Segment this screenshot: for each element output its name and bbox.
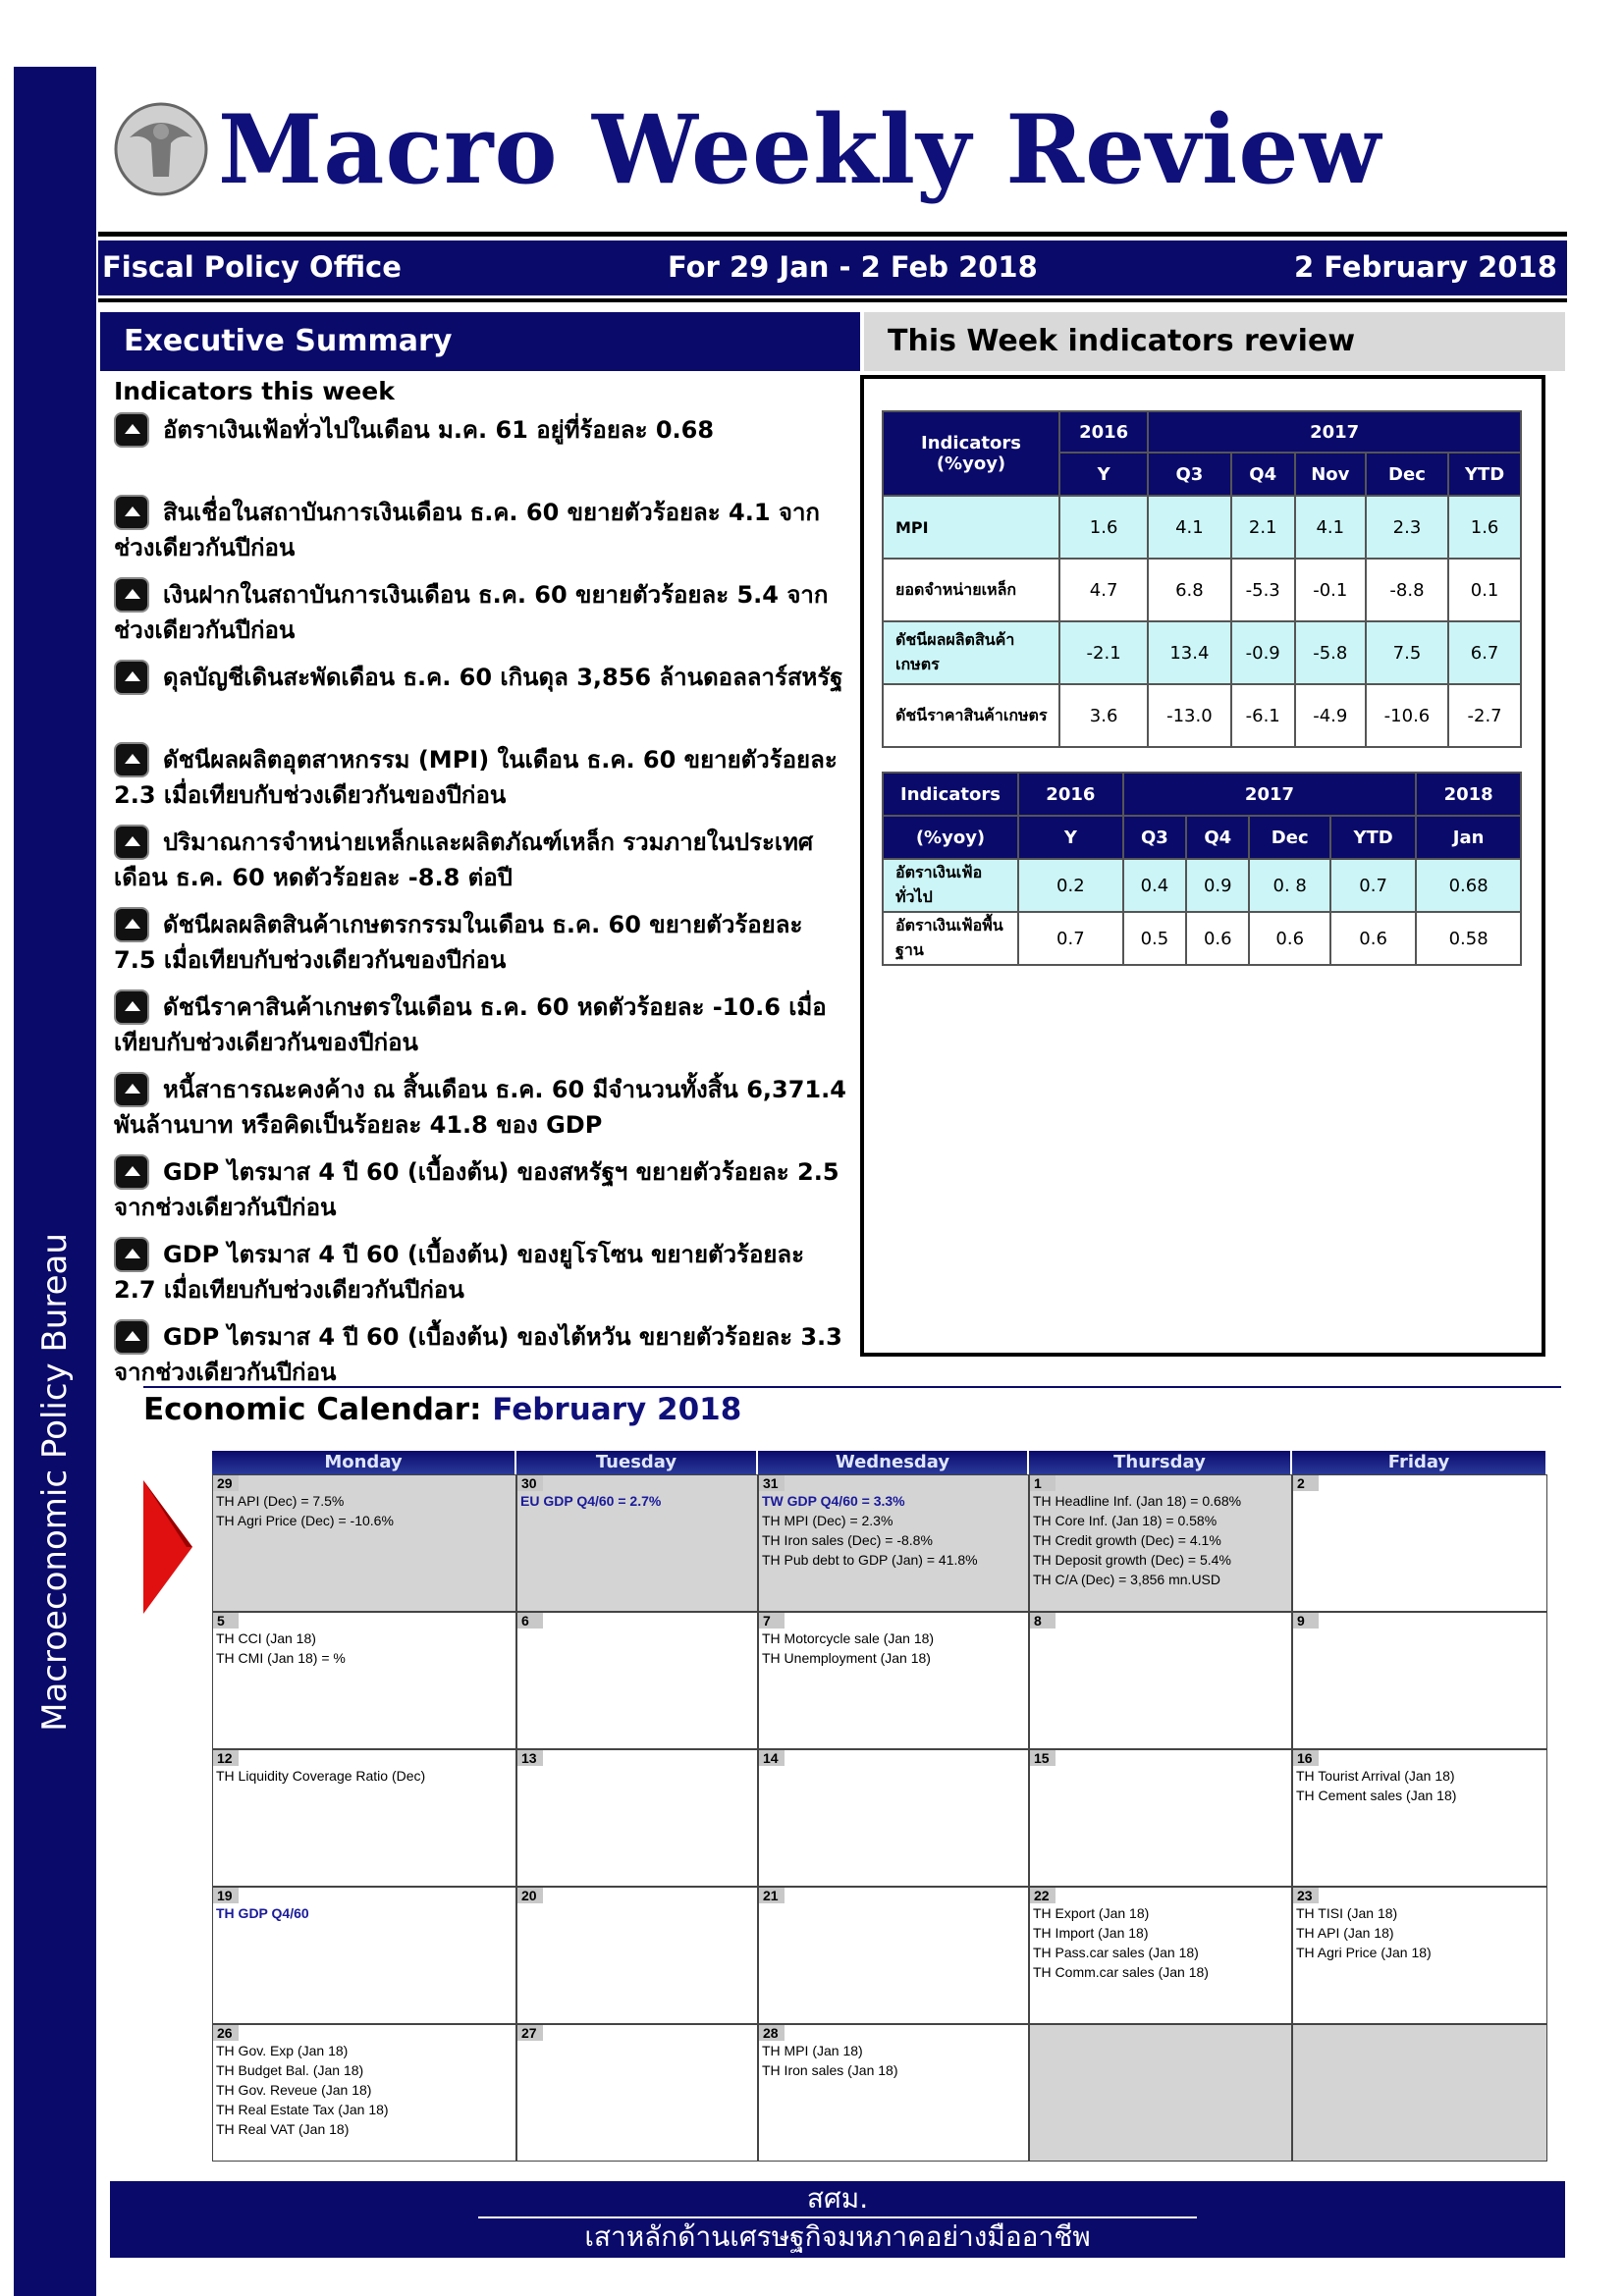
calendar-day-cell (758, 1612, 1029, 1749)
table-header: YTD (1330, 816, 1416, 859)
table-header: Indicators (883, 773, 1018, 816)
calendar-event: TH Tourist Arrival (Jan 18) (1296, 1768, 1455, 1784)
day-number: 8 (1030, 1613, 1056, 1629)
day-number: 9 (1293, 1613, 1319, 1629)
list-item: เงินฝากในสถาบันการเงินเดือน ธ.ค. 60 ขยายตัวร้อยละ 5.4 จากช่วงเดียวกันปีก่อน (114, 577, 850, 660)
indicators-subheading: Indicators this week (114, 377, 395, 405)
calendar-day-cell (516, 1749, 758, 1887)
calendar-event: TH TISI (Jan 18) (1296, 1905, 1398, 1921)
day-number: 6 (517, 1613, 543, 1629)
calendar-event: TH Iron sales (Dec) = -8.8% (762, 1532, 933, 1548)
calendar-event: TH Pass.car sales (Jan 18) (1033, 1945, 1199, 1960)
calendar-weekday-header (212, 1451, 1547, 1474)
up-arrow-icon (114, 577, 149, 613)
list-item: GDP ไตรมาส 4 ปี 60 (เบื้องต้น) ของไต้หวัน ขยายตัวร้อยละ 3.3 จากช่วงเดียวกันปีก่อน (114, 1319, 850, 1402)
report-title: Macro Weekly Review (218, 94, 1382, 205)
weekday-label: Tuesday (516, 1451, 758, 1474)
calendar-event: TH Real VAT (Jan 18) (216, 2121, 350, 2137)
calendar-event: TH C/A (Dec) = 3,856 mn.USD (1033, 1572, 1221, 1587)
list-item: ดัชนีราคาสินค้าเกษตรในเดือน ธ.ค. 60 หดตัวร้อยละ -10.6 เมื่อเทียบกับช่วงเดียวกันของปีก่อน (114, 989, 850, 1072)
table-row: อัตราเงินเฟ้อพื้นฐาน 0.7 0.5 0.6 0.6 0.6 0.58 (883, 912, 1521, 965)
calendar-event: TH Pub debt to GDP (Jan) = 41.8% (762, 1552, 978, 1568)
up-arrow-icon (114, 1154, 149, 1190)
up-arrow-icon (114, 1237, 149, 1272)
calendar-day-cell (1029, 1749, 1292, 1887)
table-header: Dec (1366, 453, 1448, 496)
calendar-day-cell (1029, 2024, 1292, 2162)
table-header: Dec (1249, 816, 1329, 859)
list-item: GDP ไตรมาส 4 ปี 60 (เบื้องต้น) ของยูโรโซน ขยายตัวร้อยละ 2.7 เมื่อเทียบกับช่วงเดียวกันปีก่อน (114, 1237, 850, 1319)
table-row: ดัชนีราคาสินค้าเกษตร 3.6 -13.0 -6.1 -4.9 -10.6 -2.7 (883, 684, 1521, 747)
table-row: MPI 1.6 4.1 2.1 4.1 2.3 1.6 (883, 496, 1521, 559)
list-item: ปริมาณการจำหน่ายเหล็กและผลิตภัณฑ์เหล็ก รวมภายในประเทศเดือน ธ.ค. 60 หดตัวร้อยละ -8.8 ต่อปี (114, 825, 850, 907)
calendar-day-cell (1292, 1474, 1547, 1612)
economic-calendar (212, 1451, 1547, 2162)
calendar-day-cell (1292, 2024, 1547, 2162)
calendar-day-cell (212, 2024, 516, 2162)
up-arrow-icon (114, 742, 149, 777)
table-header: Nov (1295, 453, 1366, 496)
calendar-event: TH Export (Jan 18) (1033, 1905, 1150, 1921)
header-bar (98, 240, 1567, 295)
table-header: Y (1018, 816, 1123, 859)
current-week-arrow-icon (143, 1480, 192, 1614)
weekday-label: Friday (1292, 1451, 1547, 1474)
up-arrow-icon (114, 907, 149, 942)
calendar-event: TH Gov. Exp (Jan 18) (216, 2043, 349, 2058)
list-item: สินเชื่อในสถาบันการเงินเดือน ธ.ค. 60 ขยายตัวร้อยละ 4.1 จากช่วงเดียวกันปีก่อน (114, 495, 850, 577)
sidebar-title: Macroeconomic Policy Bureau (35, 1233, 75, 1732)
day-number: 31 (759, 1475, 785, 1491)
table-header: 2016 (1018, 773, 1123, 816)
calendar-event: TH CMI (Jan 18) = % (216, 1650, 346, 1666)
calendar-event: TH MPI (Dec) = 2.3% (762, 1513, 893, 1528)
table-header: Indicators (%yoy) (883, 411, 1059, 496)
list-item: GDP ไตรมาส 4 ปี 60 (เบื้องต้น) ของสหรัฐฯ ขยายตัวร้อยละ 2.5 จากช่วงเดียวกันปีก่อน (114, 1154, 850, 1237)
list-item: อัตราเงินเฟ้อทั่วไปในเดือน ม.ค. 61 อยู่ที่ร้อยละ 0.68 (114, 412, 850, 495)
list-item: ดุลบัญชีเดินสะพัดเดือน ธ.ค. 60 เกินดุล 3,856 ล้านดอลลาร์สหรัฐ (114, 660, 850, 742)
calendar-event: TH MPI (Jan 18) (762, 2043, 863, 2058)
office-name: Fiscal Policy Office (102, 250, 402, 284)
calendar-day-cell (212, 1474, 516, 1612)
divider (98, 232, 1567, 237)
day-number: 5 (213, 1613, 239, 1629)
day-number: 30 (517, 1475, 543, 1491)
table-header: Q3 (1148, 453, 1230, 496)
calendar-day-cell (516, 1612, 758, 1749)
garuda-logo-icon (110, 98, 212, 200)
sidebar-band (14, 67, 96, 2296)
day-number: 29 (213, 1475, 239, 1491)
weekday-label: Thursday (1029, 1451, 1292, 1474)
day-number: 2 (1293, 1475, 1319, 1491)
up-arrow-icon (114, 989, 149, 1025)
up-arrow-icon (114, 412, 149, 448)
calendar-event: TH API (Dec) = 7.5% (216, 1493, 345, 1509)
calendar-event: TH Core Inf. (Jan 18) = 0.58% (1033, 1513, 1218, 1528)
table-header: YTD (1448, 453, 1521, 496)
day-number: 19 (213, 1888, 239, 1903)
calendar-day-cell (212, 1749, 516, 1887)
calendar-day-cell (212, 1887, 516, 2024)
weekday-label: Monday (212, 1451, 516, 1474)
calendar-event: TH CCI (Jan 18) (216, 1630, 316, 1646)
calendar-day-cell (1029, 1474, 1292, 1612)
calendar-event: TW GDP Q4/60 = 3.3% (762, 1493, 905, 1509)
calendar-day-cell (1292, 1887, 1547, 2024)
calendar-event: TH Credit growth (Dec) = 4.1% (1033, 1532, 1221, 1548)
up-arrow-icon (114, 825, 149, 860)
up-arrow-icon (114, 495, 149, 530)
calendar-event: EU GDP Q4/60 = 2.7% (520, 1493, 662, 1509)
executive-summary-heading: Executive Summary (100, 312, 860, 371)
day-number: 26 (213, 2025, 239, 2041)
calendar-day-cell (758, 1887, 1029, 2024)
calendar-day-cell (516, 1887, 758, 2024)
calendar-event: TH API (Jan 18) (1296, 1925, 1394, 1941)
calendar-event: TH Cement sales (Jan 18) (1296, 1788, 1457, 1803)
report-period: For 29 Jan - 2 Feb 2018 (668, 250, 1038, 284)
table-header: (%yoy) (883, 816, 1018, 859)
day-number: 20 (517, 1888, 543, 1903)
day-number: 15 (1030, 1750, 1056, 1766)
calendar-event: TH Gov. Reveue (Jan 18) (216, 2082, 372, 2098)
calendar-event: TH Iron sales (Jan 18) (762, 2062, 898, 2078)
list-item: ดัชนีผลผลิตอุตสาหกรรม (MPI) ในเดือน ธ.ค. 60 ขยายตัวร้อยละ 2.3 เมื่อเทียบกับช่วงเดียวกันของปีก่อน (114, 742, 850, 825)
calendar-event: TH Unemployment (Jan 18) (762, 1650, 931, 1666)
table-header: 2016 (1059, 411, 1148, 453)
calendar-event: TH Agri Price (Dec) = -10.6% (216, 1513, 394, 1528)
calendar-day-cell (758, 2024, 1029, 2162)
calendar-event: TH Liquidity Coverage Ratio (Dec) (216, 1768, 426, 1784)
report-date: 2 February 2018 (1294, 250, 1557, 284)
divider (143, 1386, 1561, 1388)
table-row: ดัชนีผลผลิตสินค้าเกษตร -2.1 13.4 -0.9 -5.8 7.5 6.7 (883, 621, 1521, 684)
calendar-event: TH Agri Price (Jan 18) (1296, 1945, 1432, 1960)
calendar-event: TH Budget Bal. (Jan 18) (216, 2062, 364, 2078)
day-number: 23 (1293, 1888, 1319, 1903)
day-number: 12 (213, 1750, 239, 1766)
calendar-day-cell (758, 1749, 1029, 1887)
divider (98, 298, 1567, 302)
calendar-day-cell (516, 1474, 758, 1612)
calendar-day-cell (758, 1474, 1029, 1612)
up-arrow-icon (114, 1319, 149, 1355)
indicators-table-production (882, 410, 1522, 748)
day-number: 28 (759, 2025, 785, 2041)
indicators-review-heading: This Week indicators review (864, 312, 1565, 371)
table-header: Q3 (1123, 816, 1186, 859)
calendar-event: TH Import (Jan 18) (1033, 1925, 1149, 1941)
day-number: 21 (759, 1888, 785, 1903)
calendar-event: TH GDP Q4/60 (216, 1905, 309, 1921)
table-header: 2017 (1123, 773, 1417, 816)
day-number: 22 (1030, 1888, 1056, 1903)
footer-slogan: เสาหลักด้านเศรษฐกิจมหภาคอย่างมืออาชีพ (584, 2220, 1091, 2253)
day-number: 14 (759, 1750, 785, 1766)
indicators-table-inflation (882, 772, 1522, 966)
calendar-event: TH Comm.car sales (Jan 18) (1033, 1964, 1209, 1980)
indicator-list (114, 412, 850, 1402)
calendar-event: TH Real Estate Tax (Jan 18) (216, 2102, 389, 2117)
table-header: Jan (1416, 816, 1521, 859)
calendar-grid (212, 1474, 1547, 2162)
list-item: หนี้สาธารณะคงค้าง ณ สิ้นเดือน ธ.ค. 60 มีจำนวนทั้งสิ้น 6,371.4 พันล้านบาท หรือคิดเป็นร้อยละ 41.8 ของ GDP (114, 1072, 850, 1154)
table-row: อัตราเงินเฟ้อทั่วไป 0.2 0.4 0.9 0. 8 0.7 0.68 (883, 859, 1521, 912)
table-header: Y (1059, 453, 1148, 496)
calendar-event: TH Motorcycle sale (Jan 18) (762, 1630, 935, 1646)
day-number: 27 (517, 2025, 543, 2041)
calendar-event: TH Headline Inf. (Jan 18) = 0.68% (1033, 1493, 1242, 1509)
table-header: Q4 (1231, 453, 1295, 496)
day-number: 13 (517, 1750, 543, 1766)
table-header: Q4 (1186, 816, 1249, 859)
up-arrow-icon (114, 1072, 149, 1107)
day-number: 1 (1030, 1475, 1056, 1491)
day-number: 7 (759, 1613, 785, 1629)
calendar-day-cell (212, 1612, 516, 1749)
table-header: 2018 (1416, 773, 1521, 816)
day-number: 16 (1293, 1750, 1319, 1766)
up-arrow-icon (114, 660, 149, 695)
list-item: ดัชนีผลผลิตสินค้าเกษตรกรรมในเดือน ธ.ค. 60 ขยายตัวร้อยละ 7.5 เมื่อเทียบกับช่วงเดียวกันของปีก่อน (114, 907, 850, 989)
footer-acronym: สศม. (806, 2182, 869, 2215)
calendar-day-cell (1029, 1887, 1292, 2024)
calendar-day-cell (1029, 1612, 1292, 1749)
table-header: 2017 (1148, 411, 1521, 453)
calendar-title: Economic Calendar: February 2018 (143, 1392, 742, 1427)
calendar-day-cell (1292, 1612, 1547, 1749)
footer-banner (110, 2181, 1565, 2258)
calendar-day-cell (1292, 1749, 1547, 1887)
calendar-event: TH Deposit growth (Dec) = 5.4% (1033, 1552, 1231, 1568)
weekday-label: Wednesday (758, 1451, 1029, 1474)
table-row: ยอดจำหน่ายเหล็ก 4.7 6.8 -5.3 -0.1 -8.8 0.1 (883, 559, 1521, 621)
calendar-day-cell (516, 2024, 758, 2162)
